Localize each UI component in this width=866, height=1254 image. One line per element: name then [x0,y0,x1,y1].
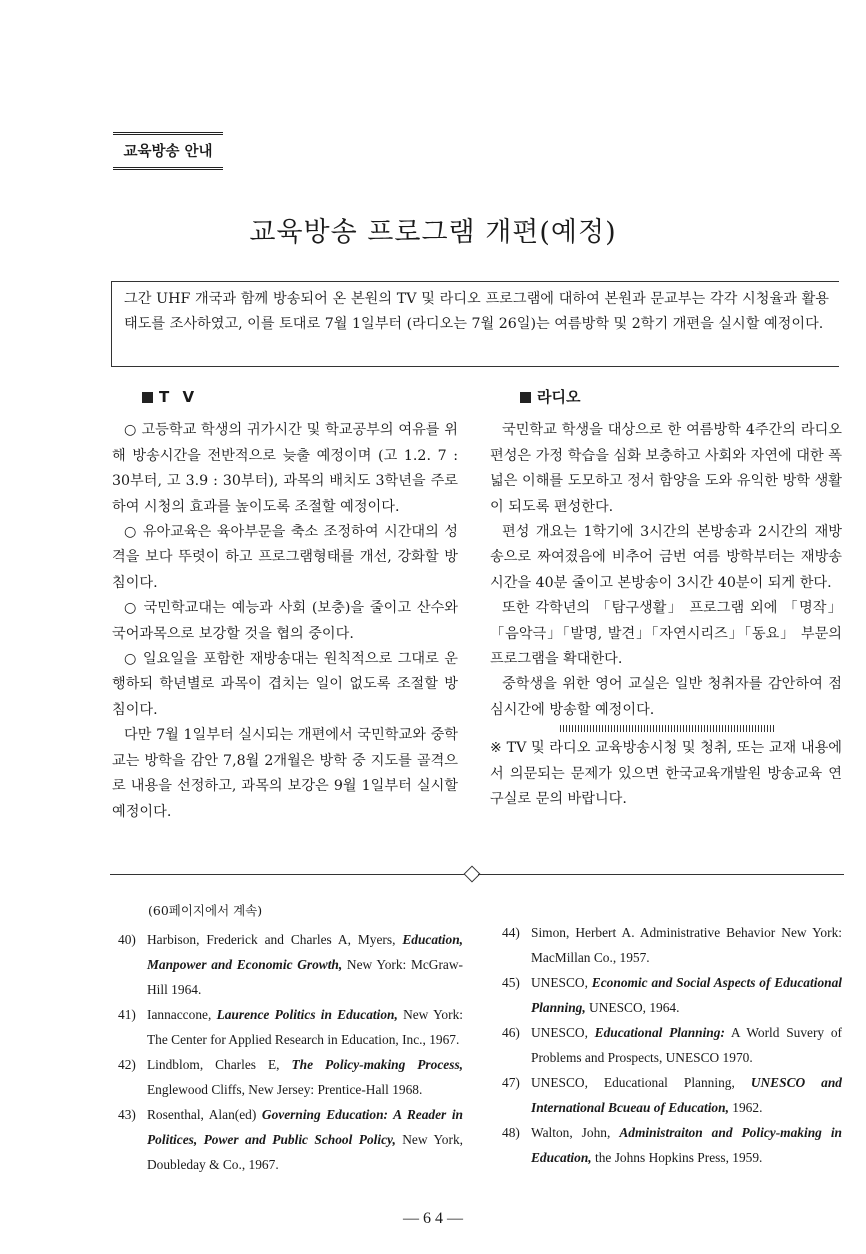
reference-item [502,1120,842,1170]
reference-text [531,1120,842,1170]
intro-text: 그간 UHF 개국과 함께 방송되어 온 본원의 TV 및 라디오 프로그램에 대하여 본원과 문교부는 각각 시청율과 활용태도를 조사하였고, 이를 토대로 7월 1일부터 (라디오는 7월 26일)는 여름방학 및 2학기 개편을 실시할 예정이다. [124,291,829,332]
square-bullet-icon [520,392,531,403]
reference-number: 40) [118,932,136,947]
reference-author: Rosenthal, Alan(ed) [147,1107,262,1122]
reference-number: 46) [502,1025,520,1040]
reference-title: Educational Planning: [594,1025,725,1040]
dotted-separator [560,725,775,732]
reference-number: 43) [118,1107,136,1122]
intro-box [111,281,839,367]
tv-paragraph: 다만 7월 1일부터 실시되는 개편에서 국민학교와 중학교는 방학을 감안 7,8월 2개월은 방학 중 지도를 골격으로 내용을 선정하고, 과목의 보강은 9월 1일부터 실시할 예정이다. [112,727,458,820]
reference-publisher: New York, Doubleday & Co., 1967. [147,1132,463,1172]
tv-paragraph: ○ 일요일을 포함한 재방송대는 원칙적으로 그대로 운행하되 학년별로 과목이 겹치는 일이 없도록 조절할 방침이다. [112,651,458,718]
references-right [502,920,842,1170]
reference-author: Simon, Herbert A. Administrative Behavior New York: MacMillan Co., 1957. [531,925,842,965]
reference-text [531,920,842,970]
reference-item [502,920,842,970]
reference-publisher: New York: McGraw-Hill 1964. [147,957,463,997]
reference-number: 41) [118,1007,136,1022]
radio-paragraph: 중학생을 위한 영어 교실은 일반 청취자를 감안하여 점심시간에 방송할 예정이다. [490,676,842,718]
reference-text [531,1070,842,1120]
references-left [118,898,463,1177]
tv-heading [112,385,458,410]
continued-note: (60페이지에서 계속) [148,903,263,918]
reference-number: 45) [502,975,520,990]
reference-title: UNESCO and International Bcueau of Education, [531,1075,843,1115]
reference-text [531,970,842,1020]
reference-number: 48) [502,1125,520,1140]
radio-paragraph: 또한 각학년의 「탐구생활」 프로그램 외에 「명작」「음악극」「발명, 발견」「자연시리즈」「동요」 부문의 프로그램을 확대한다. [490,600,842,668]
reference-publisher: the Johns Hopkins Press, 1959. [591,1150,763,1165]
reference-title: Laurence Politics in Education, [216,1007,398,1022]
reference-number: 47) [502,1075,520,1090]
reference-author: UNESCO, [531,1025,595,1040]
reference-author: Walton, John, [531,1125,620,1140]
radio-heading-text: 라디오 [537,388,581,406]
tv-paragraph: ○ 고등학교 학생의 귀가시간 및 학교공부의 여유를 위해 방송시간을 전반적으로 늦출 예정이며 (고 1.2. 7 : 30부터, 고 3.9 : 30부터), 과목의 배치도 3학년을 주로하여 시청의 효과를 높이도록 조절할 예정이다. [112,422,458,515]
tv-paragraph: ○ 국민학교대는 예능과 사회 (보충)을 줄이고 산수와 국어과목으로 보강할 것을 협의 중이다. [112,600,458,642]
reference-text [147,927,463,1002]
reference-number: 42) [118,1057,136,1072]
reference-publisher: A World Suvery of Problems and Prospects, UNESCO 1970. [531,1025,843,1065]
reference-item [118,927,463,1002]
radio-heading [490,385,842,410]
page-number: — 6 4 — [403,1210,463,1227]
reference-text [147,1052,463,1102]
radio-column [490,385,842,813]
tv-heading-text: T V [159,388,199,406]
reference-text [147,1102,463,1177]
reference-item [502,970,842,1020]
square-bullet-icon [142,392,153,403]
reference-publisher: New York: The Center for Applied Research in Education, Inc., 1967. [147,1007,464,1047]
reference-item [118,1102,463,1177]
reference-title: Administraiton and Policy-making in Education, [531,1125,842,1165]
reference-number: 44) [502,925,520,940]
reference-author: UNESCO, [531,975,592,990]
reference-title: Education, Manpower and Economic Growth, [147,932,463,972]
reference-publisher: Englewood Cliffs, New Jersey: Prentice-Hall 1968. [147,1082,423,1097]
reference-author: UNESCO, Educational Planning, [531,1075,751,1090]
radio-notice: ※ TV 및 라디오 교육방송시청 및 청취, 또는 교재 내용에서 의문되는 문제가 있으면 한국교육개발원 방송교육 연구실로 문의 바랍니다. [490,740,842,808]
reference-publisher: 1962. [728,1100,763,1115]
reference-item [502,1020,842,1070]
reference-author: Iannaccone, [147,1007,217,1022]
reference-item [118,1052,463,1102]
reference-publisher: UNESCO, 1964. [585,1000,680,1015]
radio-paragraph: 국민학교 학생을 대상으로 한 여름방학 4주간의 라디오 편성은 가정 학습을 심화 보충하고 사회와 자연에 대한 폭넓은 이해를 도모하고 정서 함양을 도와 유익한 방학 생활이 되도록 편성한다. [490,422,842,515]
tv-paragraph: ○ 유아교육은 육아부문을 축소 조정하여 시간대의 성격을 보다 뚜렷이 하고 프로그램형태를 개선, 강화할 방침이다. [112,524,458,591]
divider-line [110,874,466,875]
reference-item [118,1002,463,1052]
reference-item [502,1070,842,1120]
radio-paragraph: 편성 개요는 1학기에 3시간의 본방송과 2시간의 재방송으로 짜여졌음에 비추어 금번 여름 방학부터는 재방송시간을 40분 줄이고 본방송이 3시간 40분이 되게 한다. [490,524,842,591]
section-label: 교육방송 안내 [113,132,223,170]
page-title: 교육방송 프로그램 개편(예정) [249,217,617,248]
tv-column [112,385,458,825]
reference-title: Economic and Social Aspects of Educational Planning, [531,975,843,1015]
reference-title: Governing Education: A Reader in Politices, Power and Public School Policy, [147,1107,464,1147]
reference-title: The Policy-making Process, [291,1057,463,1072]
divider-line [478,874,844,875]
reference-author: Lindblom, Charles E, [147,1057,292,1072]
reference-author: Harbison, Frederick and Charles A, Myers, [147,932,403,947]
reference-text [147,1002,463,1052]
reference-text [531,1020,842,1070]
